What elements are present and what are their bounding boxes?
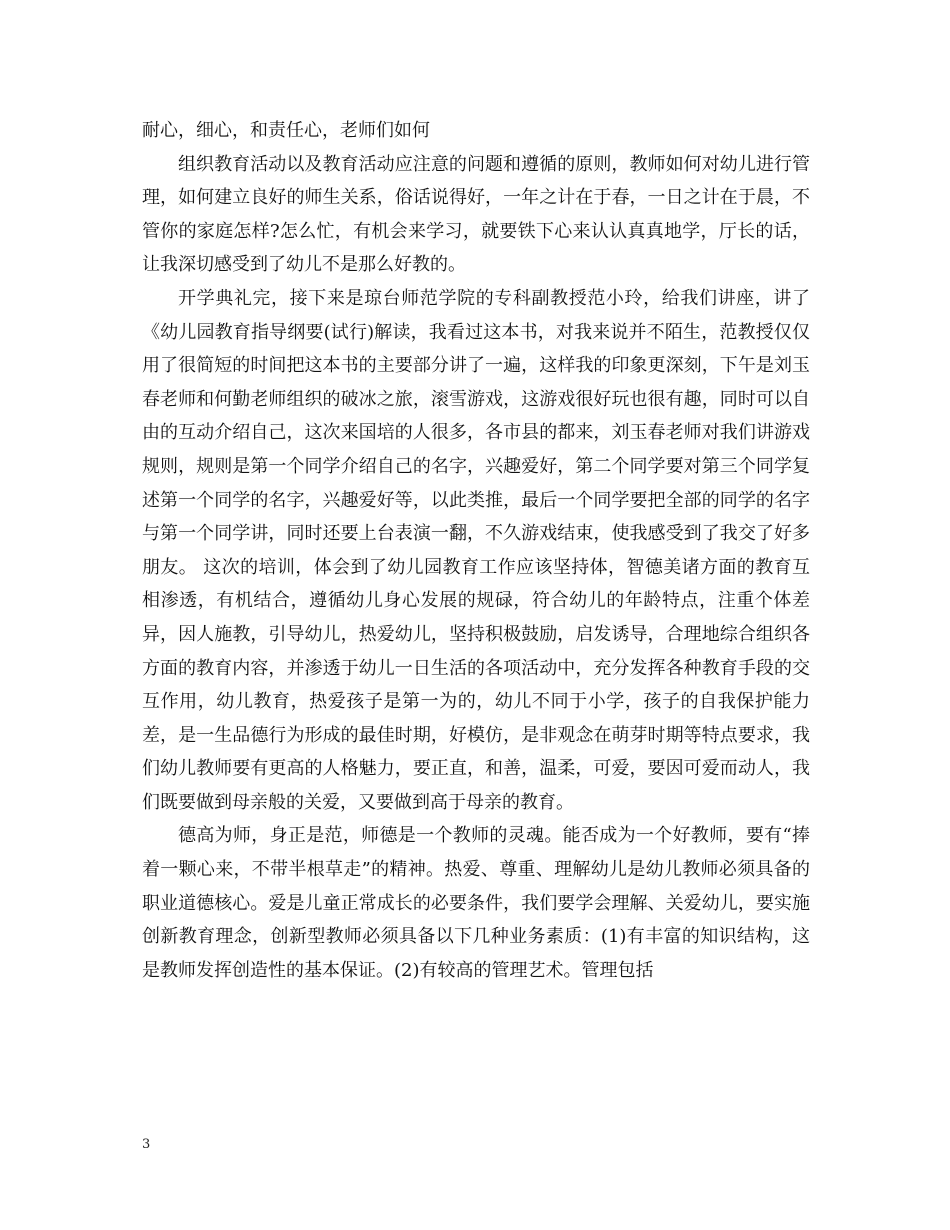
document-body xyxy=(142,114,810,987)
paragraph: 德高为师，身正是范，师德是一个教师的灵魂。能否成为一个好教师，要有“捧着一颗心来，不带半根草走”的精神。热爱、尊重、理解幼儿是幼儿教师必须具备的职业道德核心。爱是儿童正常成长的必要条件，我们要学会理解、关爱幼儿，要实施创新教育理念，创新型教师必须具备以下几种业务素质：(1)有丰富的知识结构，这是教师发挥创造性的基本保证。(2)有较高的管理艺术。管理包括 xyxy=(142,825,810,981)
paragraph: 开学典礼完，接下来是琼台师范学院的专科副教授范小玲，给我们讲座，讲了《幼儿园教育指导纲要(试行)解读，我看过这本书，对我来说并不陌生，范教授仅仅用了很简短的时间把这本书的主要部分讲了一遍，这样我的印象更深刻，下午是刘玉春老师和何勤老师组织的破冰之旅，滚雪游戏，这游戏很好玩也很有趣，同时可以自由的互动介绍自己，这次来国培的人很多，各市县的都来，刘玉春老师对我们讲游戏规则，规则是第一个同学介绍自己的名字，兴趣爱好，第二个同学要对第三个同学复述第一个同学的名字，兴趣爱好等，以此类推，最后一个同学要把全部的同学的名字与第一个同学讲，同时还要上台表演一翻，不久游戏结束，使我感受到了我交了好多朋友。 这次的培训，体会到了幼儿园教育工作应该坚持体，智德美诸方面的教育互相渗透，有机结合，遵循幼儿身心发展的规碌，符合幼儿的年龄特点，注重个体差异，因人施教，引导幼儿，热爱幼儿，坚持积极鼓励，启发诱导，合理地综合组织各方面的教育内容，并渗透于幼儿一日生活的各项活动中，充分发挥各种教育手段的交互作用，幼儿教育，热爱孩子是第一为的，幼儿不同于小学，孩子的自我保护能力差，是一生品德行为形成的最佳时期，好模仿，是非观念在萌芽时期等特点要求，我们幼儿教师要有更高的人格魅力，要正直，和善，温柔，可爱，要因可爱而动人，我们既要做到母亲般的关爱，又要做到高于母亲的教育。 xyxy=(142,287,810,813)
paragraph-continuation: 耐心，细心，和责任心，老师们如何 xyxy=(142,120,430,141)
paragraph: 组织教育活动以及教育活动应注意的问题和遵循的原则，教师如何对幼儿进行管理，如何建立良好的师生关系，俗话说得好，一年之计在于春，一日之计在于晨，不管你的家庭怎样?怎么忙，有机会来学习，就要铁下心来认认真真地学，厅长的话，让我深切感受到了幼儿不是那么好教的。 xyxy=(142,153,810,276)
page-number: 3 xyxy=(142,1137,151,1152)
